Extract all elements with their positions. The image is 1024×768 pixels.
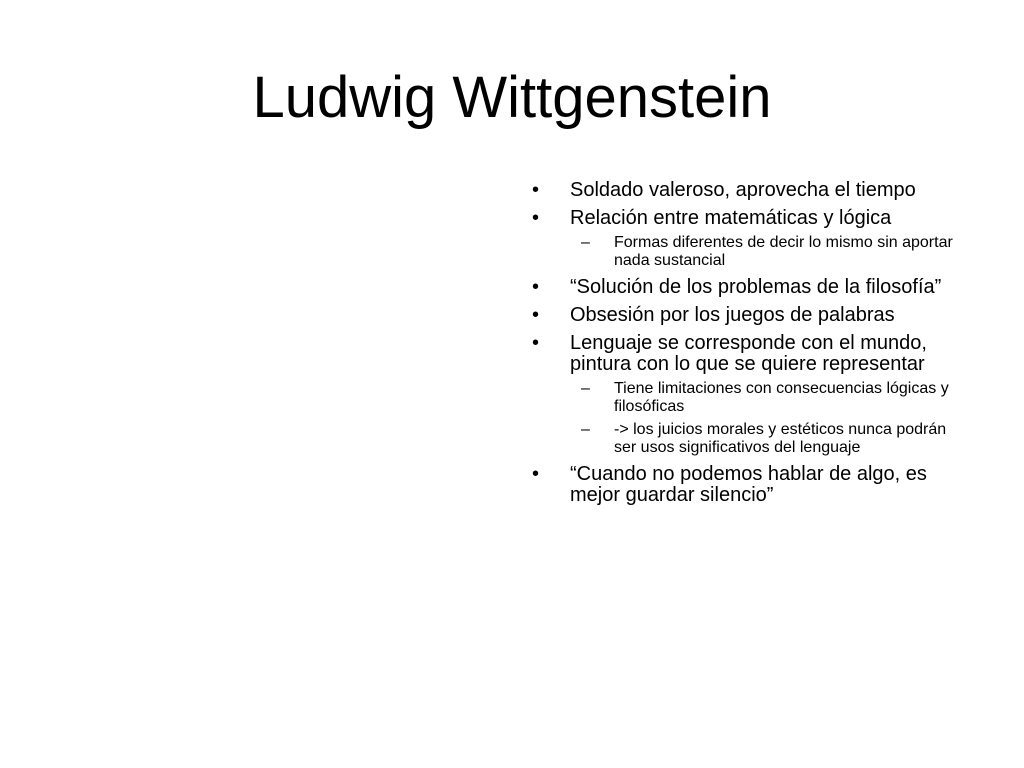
bullet-item: [532, 180, 972, 201]
bullet-marker: •: [532, 463, 540, 485]
sub-bullet-marker: –: [581, 380, 590, 397]
bullet-item: [532, 464, 972, 506]
bullet-marker: •: [532, 304, 540, 326]
bullet-marker: •: [532, 332, 540, 354]
bullet-marker: •: [532, 207, 540, 229]
sub-bullet-text: Tiene limitaciones con consecuencias lógicas y filosóficas: [614, 380, 949, 415]
sub-bullet-text: -> los juicios morales y estéticos nunca podrán ser usos significativos del lenguaje: [614, 421, 947, 456]
sub-bullet-list: [570, 380, 972, 457]
bullet-item: [532, 333, 972, 457]
sub-bullet-item: [570, 234, 972, 270]
bullet-item: [532, 208, 972, 270]
sub-bullet-text: Formas diferentes de decir lo mismo sin aportar nada sustancial: [614, 234, 953, 269]
sub-bullet-item: [570, 421, 972, 457]
bullet-text: Lenguaje se corresponde con el mundo, pintura con lo que se quiere representar: [570, 332, 927, 375]
bullet-text: Obsesión por los juegos de palabras: [570, 304, 895, 326]
sub-bullet-item: [570, 380, 972, 416]
bullet-item: [532, 305, 972, 326]
slide-title: Ludwig Wittgenstein: [252, 65, 772, 130]
bullet-text: “Solución de los problemas de la filosofía”: [570, 276, 942, 298]
bullet-marker: •: [532, 276, 540, 298]
bullet-text: Soldado valeroso, aprovecha el tiempo: [570, 179, 916, 201]
bullet-item: [532, 277, 972, 298]
sub-bullet-marker: –: [581, 234, 590, 251]
bullet-text: “Cuando no podemos hablar de algo, es mejor guardar silencio”: [570, 463, 927, 506]
bullet-list: [532, 180, 972, 513]
bullet-text: Relación entre matemáticas y lógica: [570, 207, 892, 229]
bullet-marker: •: [532, 179, 540, 201]
sub-bullet-list: [570, 234, 972, 270]
sub-bullet-marker: –: [581, 421, 590, 438]
